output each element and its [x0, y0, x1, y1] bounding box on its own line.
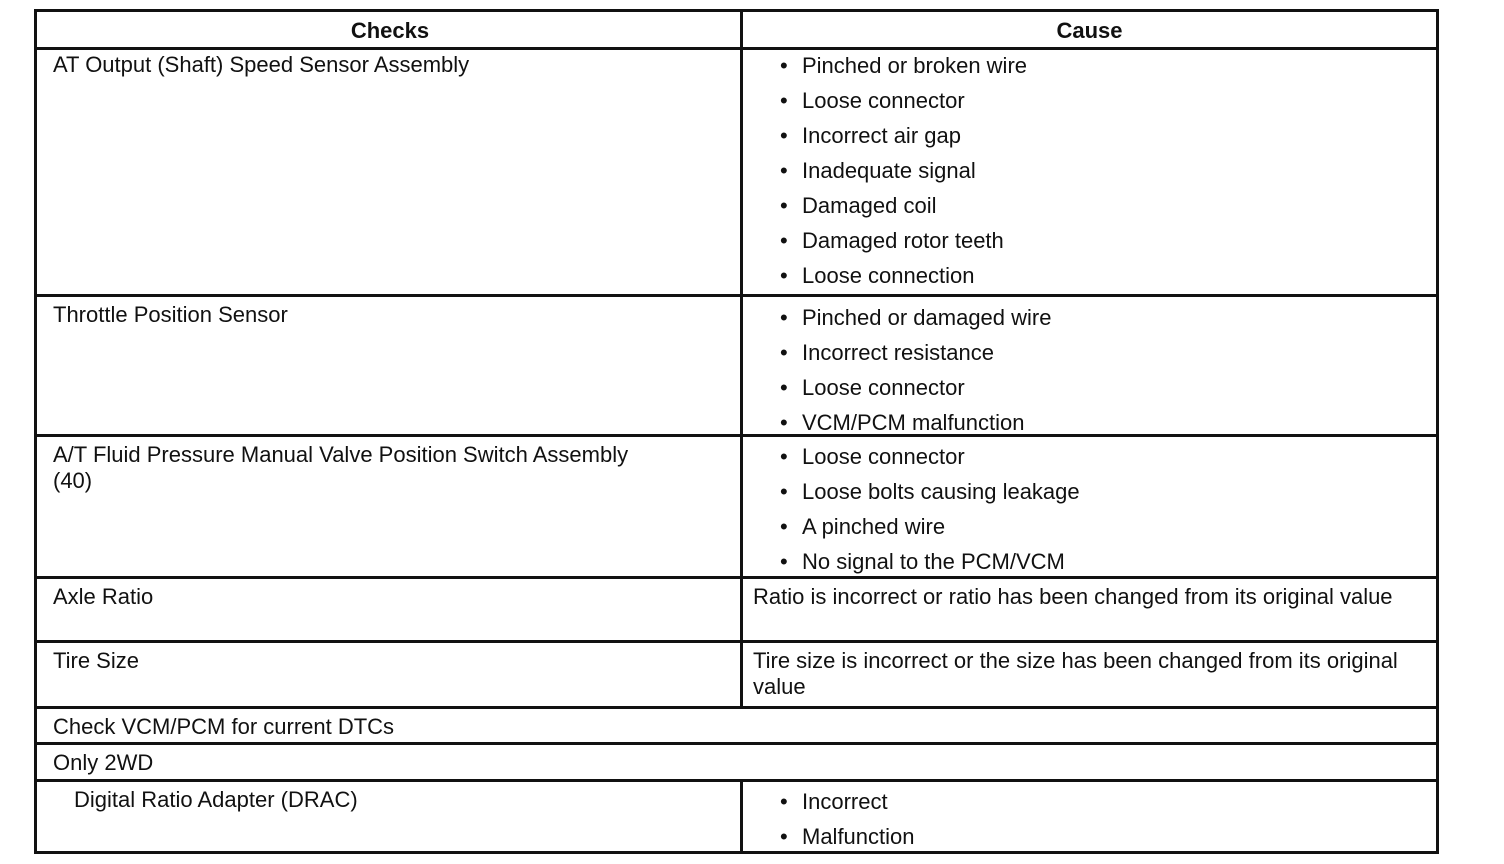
cause-item: • Loose bolts causing leakage	[756, 478, 1436, 513]
table-row	[37, 779, 1436, 854]
check-cell: Tire Size	[53, 648, 139, 673]
table-header	[37, 12, 1436, 50]
cause-item: • VCM/PCM malfunction	[756, 409, 1436, 444]
cause-item: • Loose connector	[756, 443, 1436, 478]
header-checks: Checks	[350, 18, 430, 43]
check-cell: Axle Ratio	[53, 584, 154, 609]
cause-item: • Loose connection	[756, 262, 1436, 297]
cause-item: • A pinched wire	[756, 513, 1436, 548]
cause-cell	[756, 437, 1436, 583]
cause-item: • Damaged coil	[756, 192, 1436, 227]
cause-item: • Malfunction	[756, 823, 1436, 858]
cause-list	[756, 788, 1436, 858]
check-cell: A/T Fluid Pressure Manual Valve Position Switch Assembly (40)	[53, 442, 629, 493]
cause-item: • Incorrect air gap	[756, 122, 1436, 157]
table-row	[37, 640, 1436, 708]
cause-item: • Damaged rotor teeth	[756, 227, 1436, 262]
cause-item: • Loose connector	[756, 87, 1436, 122]
table-row	[37, 576, 1436, 642]
note-cell: Check VCM/PCM for current DTCs	[53, 714, 395, 739]
cause-cell	[756, 47, 1436, 297]
cause-list	[756, 443, 1436, 583]
check-cell: AT Output (Shaft) Speed Sensor Assembly	[53, 52, 470, 77]
cause-item: • Pinched or damaged wire	[756, 304, 1436, 339]
cause-cell	[756, 782, 1436, 858]
table-row	[37, 706, 1436, 744]
cause-cell	[756, 297, 1436, 444]
table-row	[37, 47, 1436, 296]
cause-item: • Pinched or broken wire	[756, 52, 1436, 87]
check-cell: Throttle Position Sensor	[53, 302, 288, 327]
cause-cell: Tire size is incorrect or the size has been changed from its original value	[753, 648, 1398, 699]
table-row	[37, 294, 1436, 436]
diagnostic-table	[34, 9, 1439, 854]
cause-cell: Ratio is incorrect or ratio has been changed from its original value	[753, 584, 1393, 609]
cause-list	[756, 304, 1436, 444]
cause-list	[756, 52, 1436, 297]
cause-item: • Incorrect	[756, 788, 1436, 823]
table-row	[37, 742, 1436, 781]
section-label: Only 2WD	[53, 750, 154, 775]
header-cause: Cause	[1056, 18, 1123, 43]
check-cell: Digital Ratio Adapter (DRAC)	[74, 787, 358, 812]
table-row	[37, 434, 1436, 577]
cause-item: • Inadequate signal	[756, 157, 1436, 192]
cause-item: • Incorrect resistance	[756, 339, 1436, 374]
cause-item: • Loose connector	[756, 374, 1436, 409]
cause-item: • No signal to the PCM/VCM	[756, 548, 1436, 583]
